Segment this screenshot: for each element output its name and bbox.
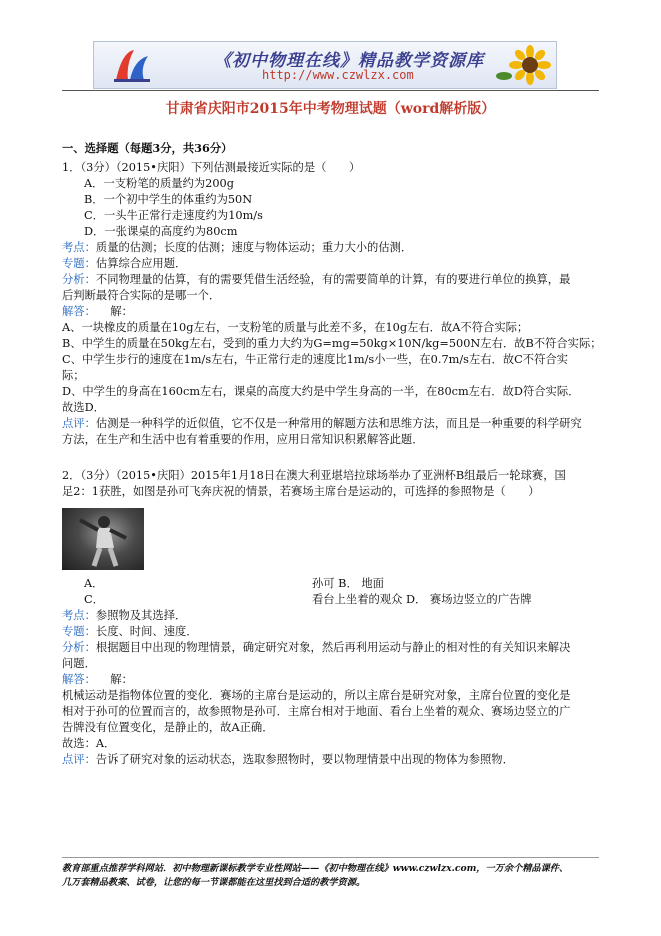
q2-dianping-text: 告诉了研究对象的运动状态，选取参照物时，要以物理情景中出现的物体为参照物． [95,753,514,766]
q1-answer-line: C、中学生步行的速度在1m/s左右，牛正常行走的速度比1m/s小一些，在0.7m/s左右．故C不符合实 [62,353,568,366]
header-banner [93,41,557,89]
q2-option-a: A． [84,577,104,590]
q1-option-c: C．一头牛正常行走速度约为10m/s [84,209,263,222]
q1-dianping [62,416,592,432]
q1-zhuanti [62,256,592,272]
document-title: 甘肃省庆阳市2015年中考物理试题（word解析版） [165,101,496,117]
q2-stem-2: 足2：1获胜，如图是孙可飞奔庆祝的情景，若赛场主席台是运动的，可选择的参照物是（ ） [62,485,540,498]
q2-dianping [62,752,592,768]
q1-dianping-text-1: 估测是一种科学的近似值，它不仅是一种常用的解题方法和思维方法，而且是一种重要的科学研究 [95,417,582,430]
q1-answer-line: 际； [62,369,85,382]
q2-options-row-1 [62,576,592,592]
q2-kaodian-label: 考点： [62,609,96,622]
document-body [62,140,602,768]
q1-kaodian-label: 考点： [62,241,96,254]
footer-line-1: 教育部重点推荐学科网站．初中物理新课标教学专业性网站——《初中物理在线》www.czwlzx.com，一万余个精品课件、 [62,863,569,874]
banner-title: 《初中物理在线》精品教学资源库 [214,51,484,71]
header-rule [62,90,599,91]
q1-jieda-label: 解答： [62,305,96,318]
q2-jie: 解： [110,673,133,686]
q1-jie: 解： [110,305,133,318]
q2-fenxi-label: 分析： [62,641,96,654]
q1-dianping-label: 点评： [62,417,96,430]
q2-stem-1: 2．（3分）（2015•庆阳）2015年1月18日在澳大利亚堪培拉球场举办了亚洲杯B组最后一轮球赛，国 [62,469,566,482]
page-footer [62,862,602,890]
q2-dianping-label: 点评： [62,753,96,766]
q1-kaodian [62,240,592,256]
q1-option-b: B．一个初中学生的体重约为50N [84,193,253,206]
q1-kaodian-text: 质量的估测；长度的估测；速度与物体运动；重力大小的估测． [95,241,413,254]
q2-option-c: C． [84,593,104,606]
q2-zhuanti [62,624,592,640]
q1-zhuanti-label: 专题： [62,257,96,270]
section-heading: 一、选择题（每题3分，共36分） [62,141,233,155]
q2-zhuanti-label: 专题： [62,625,96,638]
banner-url: http://www.czwlzx.com [262,68,414,82]
q1-option-d: D．一张课桌的高度约为80cm [84,225,238,238]
q1-answer-line: B、中学生的质量在50kg左右，受到的重力大约为G=mg=50kg×10N/kg=500N左右．故B不符合实际； [62,337,602,350]
q1-dianping-text-2: 方法，在生产和生活中也有着重要的作用，应用日常知识积累解答此题． [62,433,424,446]
q2-fenxi [62,640,592,656]
q2-option-c-d-text: 看台上坐着的观众 D． 赛场边竖立的广告牌 [312,593,532,606]
q1-stem: 1．（3分）（2015•庆阳）下列估测最接近实际的是（ ） [62,161,361,174]
footer-rule [62,857,599,858]
q2-answer-line: 故选：A． [62,737,116,750]
q2-fenxi-text-1: 根据题目中出现的物理情景，确定研究对象，然后再利用运动与静止的相对性的有关知识来解决 [95,641,571,654]
q1-fenxi-label: 分析： [62,273,96,286]
q2-fenxi-text-2: 问题． [62,657,96,670]
q2-kaodian [62,608,592,624]
q1-option-a: A．一支粉笔的质量约为200g [84,177,234,190]
q2-option-a-b-text: 孙可 B． 地面 [312,577,384,590]
q2-answer-line: 相对于孙可的位置而言的，故参照物是孙可．主席台相对于地面、看台上坐着的观众、赛场边竖立的广 [62,705,571,718]
q2-answer-line: 告牌没有位置变化，是静止的，故A正确． [62,721,274,734]
q1-fenxi-text-2: 后判断最符合实际的是哪一个． [62,289,221,302]
q1-zhuanti-text: 估算综合应用题． [95,257,187,270]
q1-fenxi-text-1: 不同物理量的估算，有的需要凭借生活经验，有的需要简单的计算，有的要进行单位的换算，最 [95,273,571,286]
sunflower-icon [494,44,554,86]
site-logo-icon [112,46,152,84]
q2-photo [62,508,144,570]
q2-jieda-label: 解答： [62,673,96,686]
q2-jieda [62,672,592,688]
q1-answer-line: D、中学生的身高在160cm左右，课桌的高度大约是中学生身高的一半，在80cm左右．故D符合实际． [62,385,580,398]
q1-answer-line: A、一块橡皮的质量在10g左右，一支粉笔的质量与此差不多，在10g左右．故A不符合实际； [62,321,529,334]
q2-kaodian-text: 参照物及其选择． [95,609,187,622]
q2-options-row-2 [62,592,592,608]
q1-fenxi [62,272,592,288]
q1-answer-line: 故选D． [62,401,105,414]
player-celebrating-icon [62,508,144,570]
footer-line-2: 几万套精品教案、试卷，让您的每一节课都能在这里找到合适的教学资源。 [62,877,366,888]
spacer [62,448,592,468]
q2-answer-line: 机械运动是指物体位置的变化．赛场的主席台是运动的，所以主席台是研究对象，主席台位置的变化是 [62,689,571,702]
q1-jieda [62,304,592,320]
q2-zhuanti-text: 长度、时间、速度． [95,625,198,638]
